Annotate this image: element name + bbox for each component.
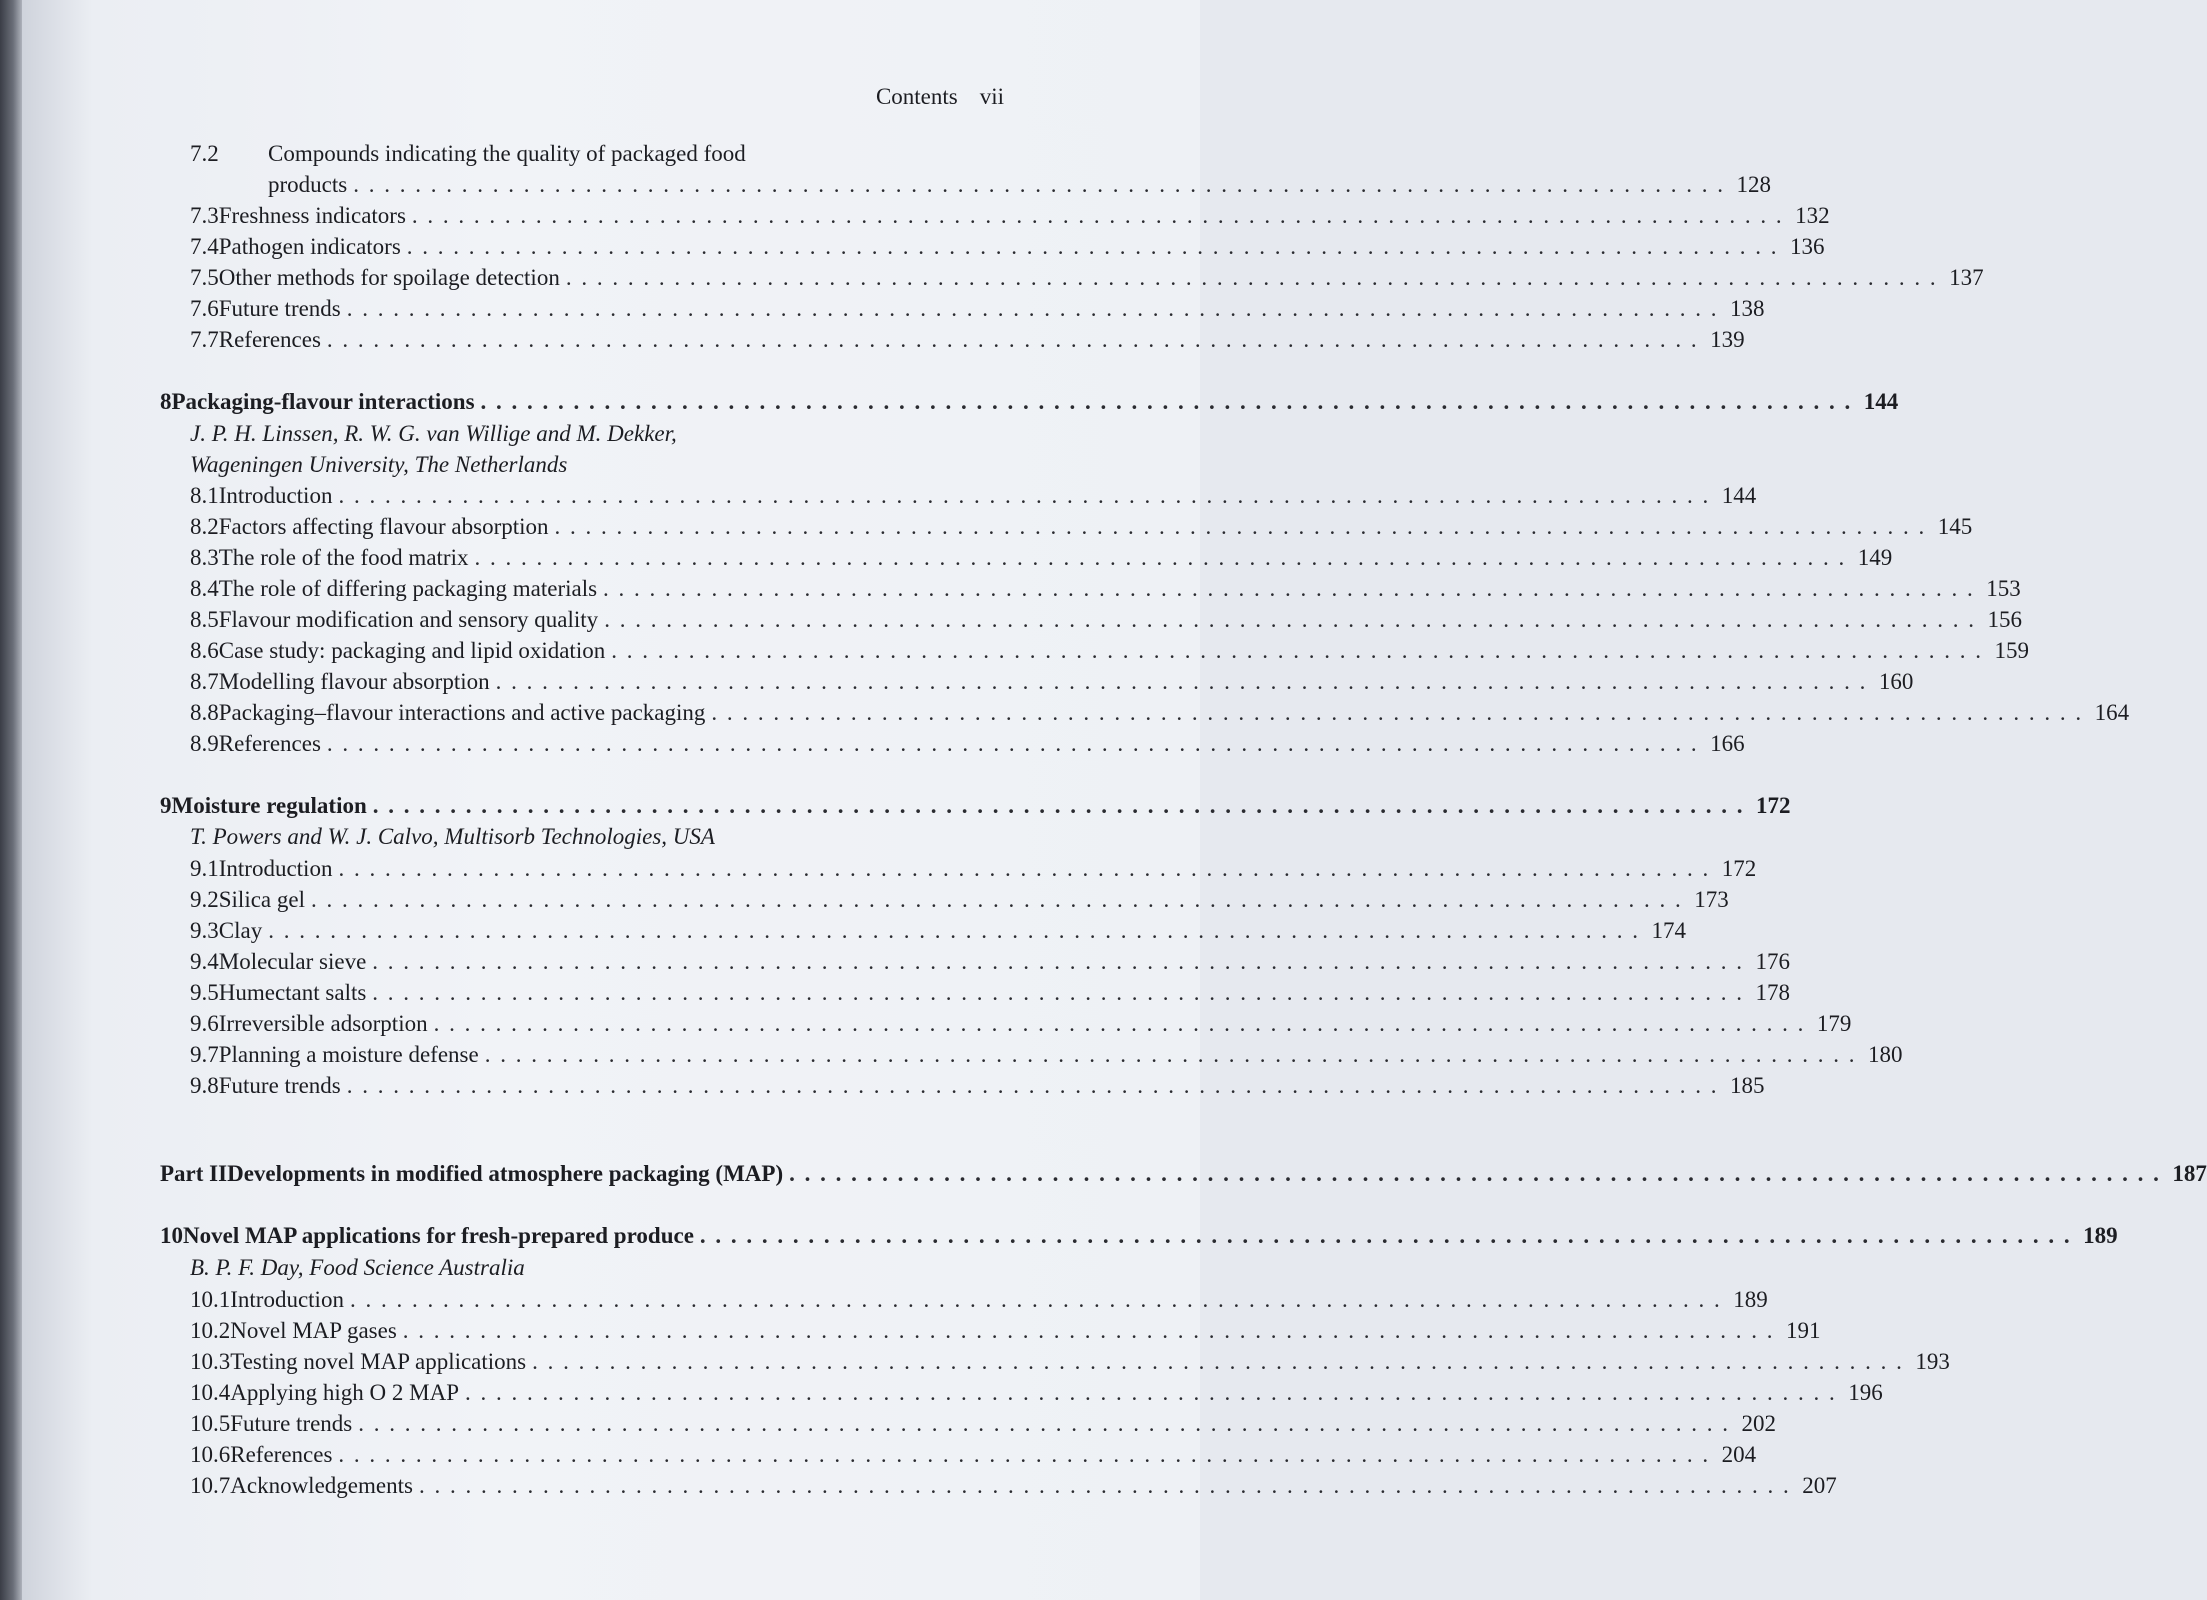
toc-entry-title: Flavour modification and sensory quality <box>218 607 599 632</box>
toc-entry-number: 9.2 <box>190 887 219 912</box>
toc-entry[interactable] <box>190 917 1686 945</box>
chapter-authors: B. P. F. Day, Food Science Australia <box>190 1255 525 1280</box>
toc-entry-number: 8.1 <box>190 483 219 508</box>
toc-entry-number: 9.5 <box>190 980 219 1005</box>
toc-entry[interactable] <box>190 1472 1837 1500</box>
toc-entry-number: 8.6 <box>190 638 219 663</box>
toc-entry-number: 10.6 <box>190 1442 231 1467</box>
toc-entry-title: References <box>218 327 321 352</box>
toc-entry-number: 10.5 <box>190 1411 231 1436</box>
toc-entry-number: 8.9 <box>190 731 219 756</box>
toc-entry-number: 7.7 <box>190 327 219 352</box>
toc-entry[interactable] <box>190 730 1745 758</box>
toc-entry[interactable] <box>190 513 1973 541</box>
toc-dot-leader: . . . . . . . . . . . . . . . . . . . . . . . . . . . . . . . . . . . . . . . . . . . . . . . . . . . . . . . . . . . . . . . . . . . . . . . . . . . . . . . . . . . . . . . . . <box>358 1411 1731 1436</box>
toc-entry-number: 8.5 <box>190 607 219 632</box>
toc-entry-title: Pathogen indicators <box>218 234 401 259</box>
toc-dot-leader: . . . . . . . . . . . . . . . . . . . . . . . . . . . . . . . . . . . . . . . . . . . . . . . . . . . . . . . . . . . . . . . . . . . . . . . . . . . . . . . . . . . . . . . . . <box>474 545 1847 570</box>
toc-dot-leader: . . . . . . . . . . . . . . . . . . . . . . . . . . . . . . . . . . . . . . . . . . . . . . . . . . . . . . . . . . . . . . . . . . . . . . . . . . . . . . . . . . . . . . . . . <box>310 887 1683 912</box>
toc-entry-number: 8.2 <box>190 514 219 539</box>
toc-dot-leader: . . . . . . . . . . . . . . . . . . . . . . . . . . . . . . . . . . . . . . . . . . . . . . . . . . . . . . . . . . . . . . . . . . . . . . . . . . . . . . . . . . . . . . . . . <box>406 234 1779 259</box>
toc-entry[interactable] <box>190 637 2029 665</box>
toc-entry[interactable] <box>190 979 1791 1007</box>
toc-entry-title: Factors affecting flavour absorption <box>218 514 549 539</box>
toc-dot-leader: . . . . . . . . . . . . . . . . . . . . . . . . . . . . . . . . . . . . . . . . . . . . . . . . . . . . . . . . . . . . . . . . . . . . . . . . . . . . . . . . . . . . . . . . . <box>326 731 1699 756</box>
toc-dot-leader: . . . . . . . . . . . . . . . . . . . . . . . . . . . . . . . . . . . . . . . . . . . . . . . . . . . . . . . . . . . . . . . . . . . . . . . . . . . . . . . . . . . . . . . . . <box>372 980 1745 1005</box>
toc-entry-number: 8.8 <box>190 700 219 725</box>
toc-entry-title: Introduction <box>230 1287 344 1312</box>
toc-entry-number: 8.3 <box>190 545 219 570</box>
toc-dot-leader: . . . . . . . . . . . . . . . . . . . . . . . . . . . . . . . . . . . . . . . . . . . . . . . . . . . . . . . . . . . . . . . . . . . . . . . . . . . . . . . . . . . . . . . . . <box>353 172 1725 197</box>
toc-dot-leader: . . . . . . . . . . . . . . . . . . . . . . . . . . . . . . . . . . . . . . . . . . . . . . . . . . . . . . . . . . . . . . . . . . . . . . . . . . . . . . . . . . . . . . . . . <box>411 203 1784 228</box>
toc-entry-title: Introduction <box>218 483 333 508</box>
toc-entry[interactable] <box>190 482 1757 510</box>
toc-entry-page: 160 <box>1878 669 1914 694</box>
toc-entry-number: 7.2 <box>190 141 219 166</box>
book-binding-shadow <box>0 0 22 1600</box>
toc-entry-number: 9.7 <box>190 1042 219 1067</box>
toc-dot-leader: . . . . . . . . . . . . . . . . . . . . . . . . . . . . . . . . . . . . . . . . . . . . . . . . . . . . . . . . . . . . . . . . . . . . . . . . . . . . . . . . . . . . . . . . . <box>418 1473 1791 1498</box>
toc-dot-leader: . . . . . . . . . . . . . . . . . . . . . . . . . . . . . . . . . . . . . . . . . . . . . . . . . . . . . . . . . . . . . . . . . . . . . . . . . . . . . . . . . . . . . . . . . <box>603 576 1975 601</box>
toc-entry-page: 138 <box>1730 296 1765 321</box>
toc-entry[interactable] <box>190 699 2130 727</box>
toc-entry-number: 9.6 <box>190 1011 219 1036</box>
toc-dot-leader: . . . . . . . . . . . . . . . . . . . . . . . . . . . . . . . . . . . . . . . . . . . . . . . . . . . . . . . . . . . . . . . . . . . . . . . . . . . . . . . . . . . . . . . . . <box>465 1380 1837 1405</box>
toc-entry-title: Modelling flavour absorption <box>218 669 490 694</box>
toc-entry-title: Moisture regulation <box>171 793 367 818</box>
toc-entry-page: 176 <box>1755 949 1791 974</box>
toc-entry[interactable] <box>190 886 1729 914</box>
toc-entry-page: 144 <box>1863 389 1899 414</box>
toc-entry-title: Applying high O 2 MAP <box>230 1380 459 1405</box>
toc-entry-title: Irreversible adsorption <box>218 1011 428 1036</box>
toc-entry-title: Humectant salts <box>218 980 367 1005</box>
toc-dot-leader: . . . . . . . . . . . . . . . . . . . . . . . . . . . . . . . . . . . . . . . . . . . . . . . . . . . . . . . . . . . . . . . . . . . . . . . . . . . . . . . . . . . . . . . . . <box>484 1042 1857 1067</box>
toc-entry[interactable] <box>190 575 2021 603</box>
toc-entry-page: 204 <box>1721 1442 1757 1467</box>
part-heading[interactable] <box>160 1160 2207 1188</box>
toc-entry-page: 137 <box>1949 265 1984 290</box>
toc-entry[interactable] <box>190 948 1791 976</box>
toc-dot-leader: . . . . . . . . . . . . . . . . . . . . . . . . . . . . . . . . . . . . . . . . . . . . . . . . . . . . . . . . . . . . . . . . . . . . . . . . . . . . . . . . . . . . . . . . . <box>402 1318 1775 1343</box>
chapter-authors: T. Powers and W. J. Calvo, Multisorb Technologies, USA <box>190 824 715 849</box>
toc-entry-number: 10 <box>160 1223 183 1248</box>
running-head-title: Contents <box>875 84 958 109</box>
running-head <box>876 84 1004 110</box>
toc-dot-leader: . . . . . . . . . . . . . . . . . . . . . . . . . . . . . . . . . . . . . . . . . . . . . . . . . . . . . . . . . . . . . . . . . . . . . . . . . . . . . . . . . . . . . . . . . <box>268 918 1640 943</box>
toc-entry-number: 9.3 <box>190 918 219 943</box>
toc-entry-page: 145 <box>1937 514 1973 539</box>
toc-dot-leader: . . . . . . . . . . . . . . . . . . . . . . . . . . . . . . . . . . . . . . . . . . . . . . . . . . . . . . . . . . . . . . . . . . . . . . . . . . . . . . . . . . . . . . . . . <box>565 265 1938 290</box>
chapter-heading[interactable] <box>160 1222 2118 1250</box>
toc-entry-title: Packaging–flavour interactions and active packaging <box>218 700 706 725</box>
toc-entry-number: 10.7 <box>190 1473 231 1498</box>
toc-dot-leader: . . . . . . . . . . . . . . . . . . . . . . . . . . . . . . . . . . . . . . . . . . . . . . . . . . . . . . . . . . . . . . . . . . . . . . . . . . . . . . . . . . . . . . . . . <box>554 514 1927 539</box>
toc-entry-number: Part II <box>160 1161 228 1186</box>
toc-entry-page: 164 <box>2094 700 2130 725</box>
toc-dot-leader: . . . . . . . . . . . . . . . . . . . . . . . . . . . . . . . . . . . . . . . . . . . . . . . . . . . . . . . . . . . . . . . . . . . . . . . . . . . . . . . . . . . . . . . . . <box>699 1223 2072 1248</box>
toc-entry-title: Future trends <box>218 296 341 321</box>
toc-entry-number: 7.5 <box>190 265 219 290</box>
toc-entry-page: 180 <box>1867 1042 1903 1067</box>
toc-entry[interactable] <box>190 295 1765 323</box>
toc-entry[interactable] <box>190 1441 1757 1469</box>
toc-entry[interactable] <box>190 326 1745 354</box>
toc-entry-page: 174 <box>1651 918 1686 943</box>
toc-entry[interactable] <box>190 1041 1903 1069</box>
toc-entry-page: 207 <box>1802 1473 1837 1498</box>
toc-entry-page: 172 <box>1756 793 1791 818</box>
toc-entry[interactable] <box>190 264 1984 292</box>
toc-entry-page: 144 <box>1721 483 1757 508</box>
toc-dot-leader: . . . . . . . . . . . . . . . . . . . . . . . . . . . . . . . . . . . . . . . . . . . . . . . . . . . . . . . . . . . . . . . . . . . . . . . . . . . . . . . . . . . . . . . . . <box>326 327 1699 352</box>
toc-entry-title: The role of differing packaging materials <box>218 576 598 601</box>
toc-entry-title: Developments in modified atmosphere packaging (MAP) <box>227 1161 784 1186</box>
toc-entry-title: products <box>268 172 348 197</box>
toc-entry-title: Clay <box>218 918 263 943</box>
toc-dot-leader: . . . . . . . . . . . . . . . . . . . . . . . . . . . . . . . . . . . . . . . . . . . . . . . . . . . . . . . . . . . . . . . . . . . . . . . . . . . . . . . . . . . . . . . . . <box>711 700 2084 725</box>
toc-entry-title: Future trends <box>230 1411 353 1436</box>
toc-entry-number: 7.3 <box>190 203 219 228</box>
toc-entry-title: Compounds indicating the quality of packaged food <box>268 141 746 166</box>
toc-entry-title: Acknowledgements <box>230 1473 413 1498</box>
toc-entry[interactable] <box>190 606 2022 634</box>
toc-dot-leader: . . . . . . . . . . . . . . . . . . . . . . . . . . . . . . . . . . . . . . . . . . . . . . . . . . . . . . . . . . . . . . . . . . . . . . . . . . . . . . . . . . . . . . . . . <box>604 607 1976 632</box>
toc-entry-page: 173 <box>1694 887 1729 912</box>
toc-entry[interactable] <box>190 202 1830 230</box>
chapter-affiliation: Wageningen University, The Netherlands <box>190 452 568 477</box>
toc-entry-title: Freshness indicators <box>218 203 406 228</box>
toc-entry-title: Future trends <box>218 1073 341 1098</box>
toc-entry-title: Case study: packaging and lipid oxidation <box>218 638 606 663</box>
toc-entry-page: 139 <box>1710 327 1745 352</box>
toc-dot-leader: . . . . . . . . . . . . . . . . . . . . . . . . . . . . . . . . . . . . . . . . . . . . . . . . . . . . . . . . . . . . . . . . . . . . . . . . . . . . . . . . . . . . . . . . . <box>495 669 1868 694</box>
toc-entry-title: Packaging-flavour interactions <box>171 389 475 414</box>
toc-entry-title: Novel MAP applications for fresh-prepared produce <box>183 1223 694 1248</box>
toc-entry[interactable] <box>190 1010 1852 1038</box>
toc-entry[interactable] <box>190 1317 1821 1345</box>
toc-entry[interactable] <box>190 1410 1777 1438</box>
toc-entry[interactable] <box>190 233 1825 261</box>
toc-entry[interactable] <box>190 1072 1765 1100</box>
toc-dot-leader: . . . . . . . . . . . . . . . . . . . . . . . . . . . . . . . . . . . . . . . . . . . . . . . . . . . . . . . . . . . . . . . . . . . . . . . . . . . . . . . . . . . . . . . . . <box>372 949 1745 974</box>
toc-entry[interactable] <box>190 1348 1950 1376</box>
toc-entry-title: References <box>218 731 321 756</box>
toc-entry-page: 153 <box>1986 576 2021 601</box>
toc-entry-page: 136 <box>1790 234 1825 259</box>
toc-entry-page: 156 <box>1987 607 2022 632</box>
toc-dot-leader: . . . . . . . . . . . . . . . . . . . . . . . . . . . . . . . . . . . . . . . . . . . . . . . . . . . . . . . . . . . . . . . . . . . . . . . . . . . . . . . . . . . . . . . . . <box>789 1161 2161 1186</box>
toc-dot-leader: . . . . . . . . . . . . . . . . . . . . . . . . . . . . . . . . . . . . . . . . . . . . . . . . . . . . . . . . . . . . . . . . . . . . . . . . . . . . . . . . . . . . . . . . . <box>349 1287 1722 1312</box>
toc-entry-title: Planning a moisture defense <box>218 1042 479 1067</box>
toc-entry-page: 189 <box>1733 1287 1768 1312</box>
chapter-authors: J. P. H. Linssen, R. W. G. van Willige and M. Dekker, <box>190 421 677 446</box>
running-head-page: vii <box>979 84 1004 109</box>
toc-dot-leader: . . . . . . . . . . . . . . . . . . . . . . . . . . . . . . . . . . . . . . . . . . . . . . . . . . . . . . . . . . . . . . . . . . . . . . . . . . . . . . . . . . . . . . . . . <box>338 483 1711 508</box>
toc-entry-number: 10.3 <box>190 1349 231 1374</box>
toc-dot-leader: . . . . . . . . . . . . . . . . . . . . . . . . . . . . . . . . . . . . . . . . . . . . . . . . . . . . . . . . . . . . . . . . . . . . . . . . . . . . . . . . . . . . . . . . . <box>338 856 1711 881</box>
toc-entry-number: 9.1 <box>190 856 219 881</box>
toc-entry-number: 8 <box>160 389 172 414</box>
toc-entry-page: 193 <box>1915 1349 1950 1374</box>
toc-dot-leader: . . . . . . . . . . . . . . . . . . . . . . . . . . . . . . . . . . . . . . . . . . . . . . . . . . . . . . . . . . . . . . . . . . . . . . . . . . . . . . . . . . . . . . . . . <box>532 1349 1904 1374</box>
toc-dot-leader: . . . . . . . . . . . . . . . . . . . . . . . . . . . . . . . . . . . . . . . . . . . . . . . . . . . . . . . . . . . . . . . . . . . . . . . . . . . . . . . . . . . . . . . . . <box>433 1011 1806 1036</box>
toc-entry-number: 10.4 <box>190 1380 231 1405</box>
toc-entry[interactable] <box>190 668 1914 696</box>
toc-entry-page: 159 <box>1994 638 2029 663</box>
toc-entry-number: 9.8 <box>190 1073 219 1098</box>
toc-entry-page: 187 <box>2172 1161 2207 1186</box>
toc-entry[interactable] <box>190 1379 1883 1407</box>
toc-entry-number: 10.2 <box>190 1318 231 1343</box>
toc-entry-page: 196 <box>1848 1380 1883 1405</box>
toc-entry-page: 178 <box>1755 980 1791 1005</box>
toc-entry-page: 179 <box>1816 1011 1852 1036</box>
toc-dot-leader: . . . . . . . . . . . . . . . . . . . . . . . . . . . . . . . . . . . . . . . . . . . . . . . . . . . . . . . . . . . . . . . . . . . . . . . . . . . . . . . . . . . . . . . . . <box>346 1073 1719 1098</box>
toc-entry-page: 185 <box>1730 1073 1765 1098</box>
toc-dot-leader: . . . . . . . . . . . . . . . . . . . . . . . . . . . . . . . . . . . . . . . . . . . . . . . . . . . . . . . . . . . . . . . . . . . . . . . . . . . . . . . . . . . . . . . . . <box>611 638 1983 663</box>
toc-entry-number: 7.6 <box>190 296 219 321</box>
toc-entry-number: 10.1 <box>190 1287 231 1312</box>
toc-entry-number: 8.7 <box>190 669 219 694</box>
toc-entry-title: Molecular sieve <box>218 949 367 974</box>
toc-entry[interactable] <box>190 855 1757 883</box>
toc-entry-number: 7.4 <box>190 234 219 259</box>
toc-entry-page: 132 <box>1795 203 1830 228</box>
toc-entry-number: 9.4 <box>190 949 219 974</box>
toc-entry-page: 202 <box>1741 1411 1777 1436</box>
toc-entry-title: References <box>230 1442 333 1467</box>
toc-entry-page: 172 <box>1721 856 1757 881</box>
toc-dot-leader: . . . . . . . . . . . . . . . . . . . . . . . . . . . . . . . . . . . . . . . . . . . . . . . . . . . . . . . . . . . . . . . . . . . . . . . . . . . . . . . . . . . . . . . . . <box>346 296 1719 321</box>
chapter-heading[interactable] <box>160 388 1899 416</box>
toc-dot-leader: . . . . . . . . . . . . . . . . . . . . . . . . . . . . . . . . . . . . . . . . . . . . . . . . . . . . . . . . . . . . . . . . . . . . . . . . . . . . . . . . . . . . . . . . . <box>372 793 1745 818</box>
toc-entry-page: 128 <box>1736 172 1771 197</box>
toc-entry-title: Silica gel <box>218 887 305 912</box>
toc-entry-title: The role of the food matrix <box>218 545 469 570</box>
chapter-heading[interactable] <box>160 792 1791 820</box>
toc-entry-page: 149 <box>1857 545 1893 570</box>
toc-entry-number: 8.4 <box>190 576 219 601</box>
toc-entry-title: Novel MAP gases <box>230 1318 397 1343</box>
toc-entry-page: 189 <box>2083 1223 2118 1248</box>
toc-entry-title: Testing novel MAP applications <box>230 1349 527 1374</box>
toc-entry-page: 191 <box>1786 1318 1821 1343</box>
toc-entry-title: Introduction <box>218 856 333 881</box>
toc-dot-leader: . . . . . . . . . . . . . . . . . . . . . . . . . . . . . . . . . . . . . . . . . . . . . . . . . . . . . . . . . . . . . . . . . . . . . . . . . . . . . . . . . . . . . . . . . <box>480 389 1853 414</box>
toc-entry-page: 166 <box>1710 731 1745 756</box>
toc-dot-leader: . . . . . . . . . . . . . . . . . . . . . . . . . . . . . . . . . . . . . . . . . . . . . . . . . . . . . . . . . . . . . . . . . . . . . . . . . . . . . . . . . . . . . . . . . <box>338 1442 1711 1467</box>
toc-entry-number: 9 <box>160 793 172 818</box>
toc-entry[interactable] <box>190 544 1893 572</box>
toc-entry[interactable] <box>190 1286 1768 1314</box>
toc-entry-title: Other methods for spoilage detection <box>218 265 560 290</box>
toc-entry[interactable] <box>268 171 1771 199</box>
